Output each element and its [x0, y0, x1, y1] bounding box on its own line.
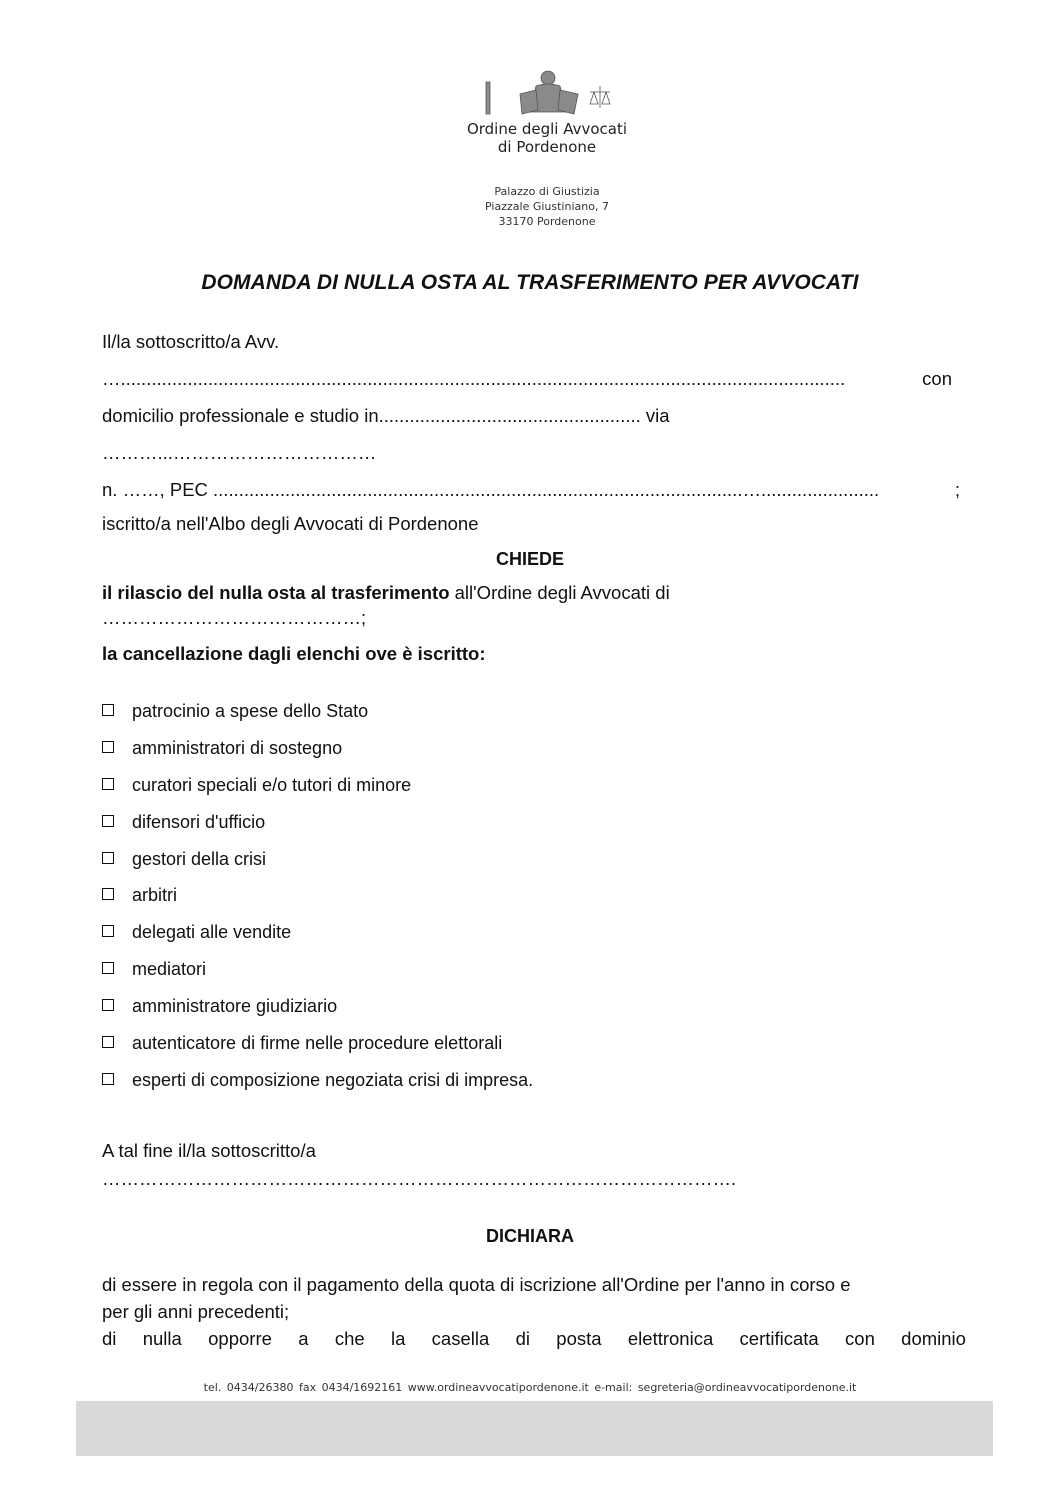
address-line1: Palazzo di Giustizia: [494, 185, 600, 198]
elenco-option[interactable]: [102, 884, 177, 906]
para2-word: casella: [431, 1328, 490, 1349]
org-name-line1: Ordine degli Avvocati: [466, 120, 628, 138]
address-line2: Piazzale Giustiniano, 7: [485, 200, 609, 213]
checkbox-icon[interactable]: [102, 1036, 114, 1048]
elenco-label: autenticatore di firme nelle procedure elettorali: [132, 1033, 503, 1053]
para2-word: di: [515, 1328, 530, 1349]
elenco-label: delegati alle vendite: [132, 922, 292, 942]
address-line3: 33170 Pordenone: [498, 215, 596, 228]
para2-word: con: [845, 1328, 875, 1349]
domicile-line[interactable]: [102, 405, 670, 427]
applicant-line: Il/la sottoscritto/a Avv.: [102, 331, 280, 352]
street-field-line[interactable]: ………...……………………………: [102, 442, 377, 463]
pec-line[interactable]: [102, 479, 960, 501]
organization-address: [420, 184, 674, 229]
organization-name: [420, 120, 674, 156]
elenco-label: amministratori di sostegno: [132, 738, 343, 758]
para2-word: di: [102, 1328, 117, 1349]
name-field-dots: ….............................................................................................................................................: [102, 368, 846, 389]
elenco-option[interactable]: [102, 737, 342, 759]
para2-word: che: [334, 1328, 365, 1349]
para2-word: dominio: [901, 1328, 966, 1349]
dichiara-para1-line2: per gli anni precedenti;: [102, 1301, 290, 1322]
para2-word: elettronica: [627, 1328, 714, 1349]
elenco-label: amministratore giudiziario: [132, 996, 338, 1016]
chiede-heading: CHIEDE: [495, 549, 564, 569]
elenco-label: patrocinio a spese dello Stato: [132, 701, 369, 721]
elenco-option[interactable]: [102, 811, 265, 833]
para2-word: opporre: [208, 1328, 272, 1349]
domicile-label: domicilio professionale e studio in: [102, 405, 379, 426]
checkbox-icon[interactable]: [102, 888, 114, 900]
elenco-label: esperti di composizione negoziata crisi di impresa.: [132, 1070, 534, 1090]
elenco-label: arbitri: [132, 885, 178, 905]
para2-word: nulla: [142, 1328, 182, 1349]
name-field-suffix: con: [922, 368, 952, 389]
checkbox-icon[interactable]: [102, 999, 114, 1011]
checkbox-icon[interactable]: [102, 925, 114, 937]
domicile-dots: ...................................................: [378, 405, 641, 426]
registration-line: iscritto/a nell'Albo degli Avvocati di Pordenone: [102, 513, 479, 534]
via-label: via: [645, 405, 670, 426]
name-field-line[interactable]: [102, 368, 952, 390]
checkbox-icon[interactable]: [102, 962, 114, 974]
elenco-option[interactable]: [102, 848, 266, 870]
elenco-option[interactable]: [102, 958, 206, 980]
pec-dots: .......................................................................................................….......................: [213, 479, 880, 500]
checkbox-icon[interactable]: [102, 778, 114, 790]
destination-order-field[interactable]: ……………………………………;: [102, 607, 367, 628]
declarant-name-field[interactable]: ………………………………………………………………………………………….: [102, 1168, 737, 1189]
para2-word: la: [390, 1328, 406, 1349]
elenco-option[interactable]: [102, 774, 411, 796]
org-name-line2: di Pordenone: [497, 138, 597, 156]
elenco-label: curatori speciali e/o tutori di minore: [132, 775, 412, 795]
elenco-option[interactable]: [102, 1069, 533, 1091]
elenco-label: gestori della crisi: [132, 849, 267, 869]
declaration-intro: A tal fine il/la sottoscritto/a: [102, 1140, 316, 1161]
elenco-option[interactable]: [102, 921, 291, 943]
checkbox-icon[interactable]: [102, 704, 114, 716]
footer-gray-band: [76, 1401, 993, 1456]
dichiara-para1-line1: di essere in regola con il pagamento della quota di iscrizione all'Ordine per l'anno in corso e: [102, 1274, 851, 1295]
elenco-label: mediatori: [132, 959, 207, 979]
checkbox-icon[interactable]: [102, 741, 114, 753]
checkbox-icon[interactable]: [102, 1073, 114, 1085]
dichiara-para2: [102, 1328, 966, 1350]
para2-word: a: [298, 1328, 309, 1349]
pec-suffix: ;: [954, 479, 960, 500]
para2-word: certificata: [739, 1328, 819, 1349]
nulla-osta-bold: il rilascio del nulla osta al trasferimento: [102, 582, 450, 603]
elenco-option[interactable]: [102, 700, 368, 722]
para2-word: posta: [556, 1328, 602, 1349]
document-title: DOMANDA DI NULLA OSTA AL TRASFERIMENTO PER AVVOCATI: [201, 271, 859, 294]
elenco-label: difensori d'ufficio: [132, 812, 266, 832]
nulla-osta-rest: all'Ordine degli Avvocati di: [449, 582, 670, 603]
elenco-option[interactable]: [102, 1032, 502, 1054]
checkbox-icon[interactable]: [102, 815, 114, 827]
dichiara-heading: DICHIARA: [486, 1226, 574, 1246]
pec-label: n. ……, PEC: [102, 479, 214, 500]
nulla-osta-line: [102, 582, 670, 604]
checkbox-icon[interactable]: [102, 852, 114, 864]
elenco-option[interactable]: [102, 995, 337, 1017]
footer-contacts: tel. 0434/26380 fax 0434/1692161 www.ordineavvocatipordenone.it e-mail: segreteria@ordineavvocatipordenone.it: [203, 1381, 857, 1394]
cancellation-heading: la cancellazione dagli elenchi ove è iscritto:: [102, 643, 486, 664]
